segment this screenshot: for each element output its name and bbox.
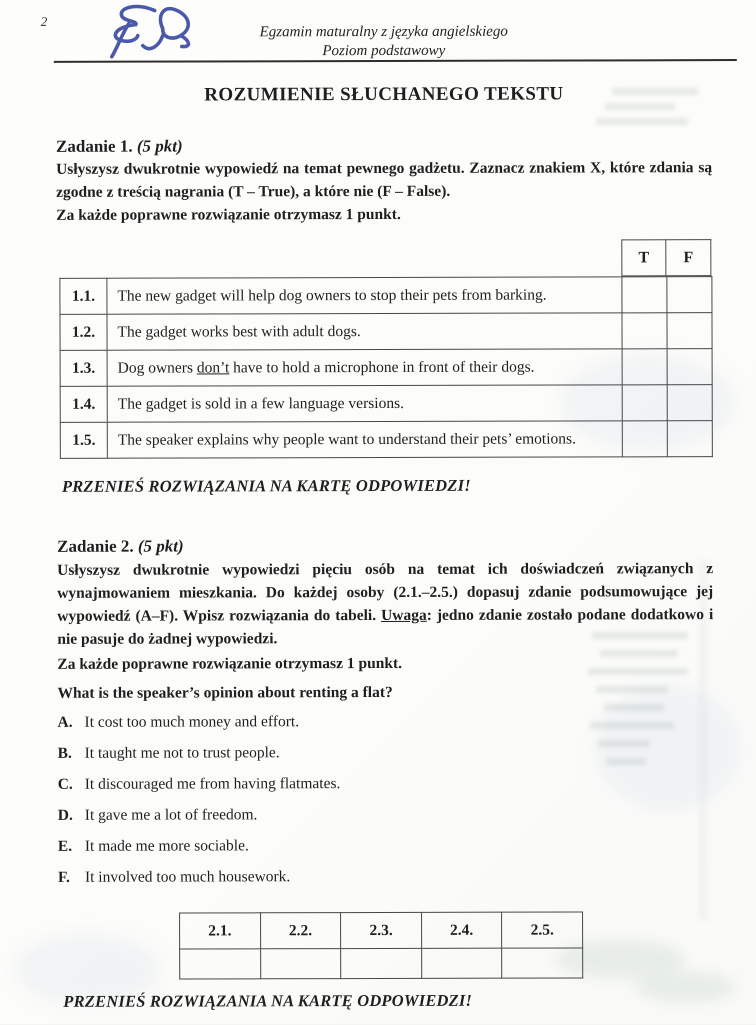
option-row	[58, 868, 290, 887]
row-text-segment: have to hold a microphone in front of their dogs.	[229, 358, 535, 376]
task1-heading-label: Zadanie 1.	[56, 136, 133, 156]
option-letter: C.	[57, 775, 73, 793]
table-row	[60, 277, 712, 315]
answer-cell-f	[667, 385, 712, 421]
answer-table-input-cell	[180, 949, 261, 979]
option-text: It taught me not to trust people.	[84, 744, 280, 762]
task2-scoring: Za każde poprawne rozwiązanie otrzymasz 1 punkt.	[57, 654, 403, 673]
row-text: The new gadget will help dog owners to stop their pets from barking.	[107, 277, 622, 314]
answer-table-input-cell	[502, 948, 583, 978]
row-text	[107, 349, 622, 386]
row-number: 1.5.	[60, 422, 107, 458]
option-letter: F.	[57, 868, 70, 886]
section-title: ROZUMIENIE SŁUCHANEGO TEKSTU	[204, 83, 564, 106]
answer-cell-t	[622, 349, 667, 385]
row-number: 1.4.	[60, 386, 107, 422]
task1-points: (5 pkt)	[136, 136, 183, 156]
row-text: The gadget is sold in a few language versions.	[107, 385, 622, 422]
answer-cell-f	[667, 313, 712, 349]
task2-heading	[57, 537, 184, 557]
answer-table-header-cell: 2.1.	[180, 913, 261, 949]
row-number: 1.1.	[60, 278, 107, 314]
tf-header-box	[621, 239, 711, 276]
header-line2: Poziom podstawowy	[322, 42, 446, 60]
task2-instructions-segment: : jedno zdanie zostało podane dodatkowo i nie pasuje do żadnej wypowiedzi.	[57, 606, 714, 648]
answer-table-input-cell	[260, 949, 341, 979]
answer-table-header-cell: 2.4.	[421, 912, 502, 948]
tf-col-f: F	[666, 239, 711, 276]
answer-table-header-cell: 2.5.	[502, 912, 583, 948]
answer-table-input-cell	[421, 948, 502, 978]
option-row	[58, 837, 249, 855]
task1-instructions: Usłyszysz dwukrotnie wypowiedź na temat pewnego gadżetu. Zaznacz znakiem X, które zdania są zgodne z treścią nagrania (T – True), a które nie (F – False).	[56, 159, 713, 201]
row-text-segment: Dog owners	[117, 358, 197, 377]
answer-table-input-cell	[341, 948, 422, 978]
option-letter: A.	[57, 713, 73, 731]
option-row	[58, 744, 280, 763]
row-number: 1.2.	[60, 314, 107, 350]
table-row	[60, 421, 712, 459]
task1-scoring: Za każde poprawne rozwiązanie otrzymasz 1 punkt.	[56, 205, 401, 224]
table-row	[60, 385, 712, 423]
table-row	[60, 313, 712, 351]
row-number: 1.3.	[60, 350, 107, 386]
table-row	[60, 349, 712, 387]
answer-cell-f	[667, 277, 712, 313]
row-text: The speaker explains why people want to understand their pets’ emotions.	[107, 421, 622, 458]
answer-table-header-cell: 2.2.	[260, 913, 341, 949]
task2-points: (5 pkt)	[137, 536, 184, 556]
option-text: It cost too much money and effort.	[84, 713, 300, 731]
answer-table-header-row	[180, 912, 583, 949]
option-text: It made me more sociable.	[84, 837, 249, 855]
option-letter: B.	[57, 744, 72, 762]
page-number: 2	[40, 13, 48, 29]
answer-cell-t	[622, 277, 667, 313]
answer-table-input-row	[180, 948, 583, 979]
exam-header	[0, 22, 756, 62]
option-text: It gave me a lot of freedom.	[84, 806, 258, 824]
answer-table-header-cell: 2.3.	[341, 912, 422, 948]
task2-instructions	[57, 557, 713, 651]
answer-cell-t	[622, 421, 667, 457]
task1-table	[59, 276, 712, 459]
option-letter: D.	[57, 806, 73, 824]
answer-cell-t	[622, 385, 667, 421]
transfer-note-1: PRZENIEŚ ROZWIĄZANIA NA KARTĘ ODPOWIEDZI!	[61, 475, 471, 496]
answer-table	[179, 911, 583, 979]
task2-question: What is the speaker’s opinion about renting a flat?	[57, 683, 393, 702]
row-text: The gadget works best with adult dogs.	[107, 313, 622, 350]
transfer-note-2: PRZENIEŚ ROZWIĄZANIA NA KARTĘ ODPOWIEDZI!	[63, 990, 473, 1011]
task2-heading-label: Zadanie 2.	[57, 536, 134, 556]
option-row	[58, 806, 258, 825]
header-rule	[54, 59, 737, 63]
answer-cell-f	[667, 421, 712, 457]
answer-cell-f	[667, 349, 712, 385]
row-text-underlined: don’t	[196, 358, 230, 376]
header-line1: Egzamin maturalny z języka angielskiego	[259, 23, 508, 41]
task1-heading	[56, 137, 183, 157]
tf-col-t: T	[621, 239, 666, 276]
uwaga-underline: Uwaga	[381, 606, 427, 624]
answer-cell-t	[622, 313, 667, 349]
option-row	[58, 713, 300, 732]
task2-instructions-segment: Usłyszysz dwukrotnie wypowiedzi pięciu osób na temat ich doświadczeń związanych z wynajmowaniem mieszkania. Do każdej osoby (2.1.–2.5.) dopasuj zdanie podsumowujące jej wypowiedź (A–F). Wpisz rozwiązania do tabeli.	[57, 560, 714, 625]
option-text: It involved too much housework.	[84, 868, 291, 886]
option-row	[58, 775, 341, 794]
option-text: It discouraged me from having flatmates.	[84, 775, 341, 793]
option-letter: E.	[57, 837, 73, 855]
